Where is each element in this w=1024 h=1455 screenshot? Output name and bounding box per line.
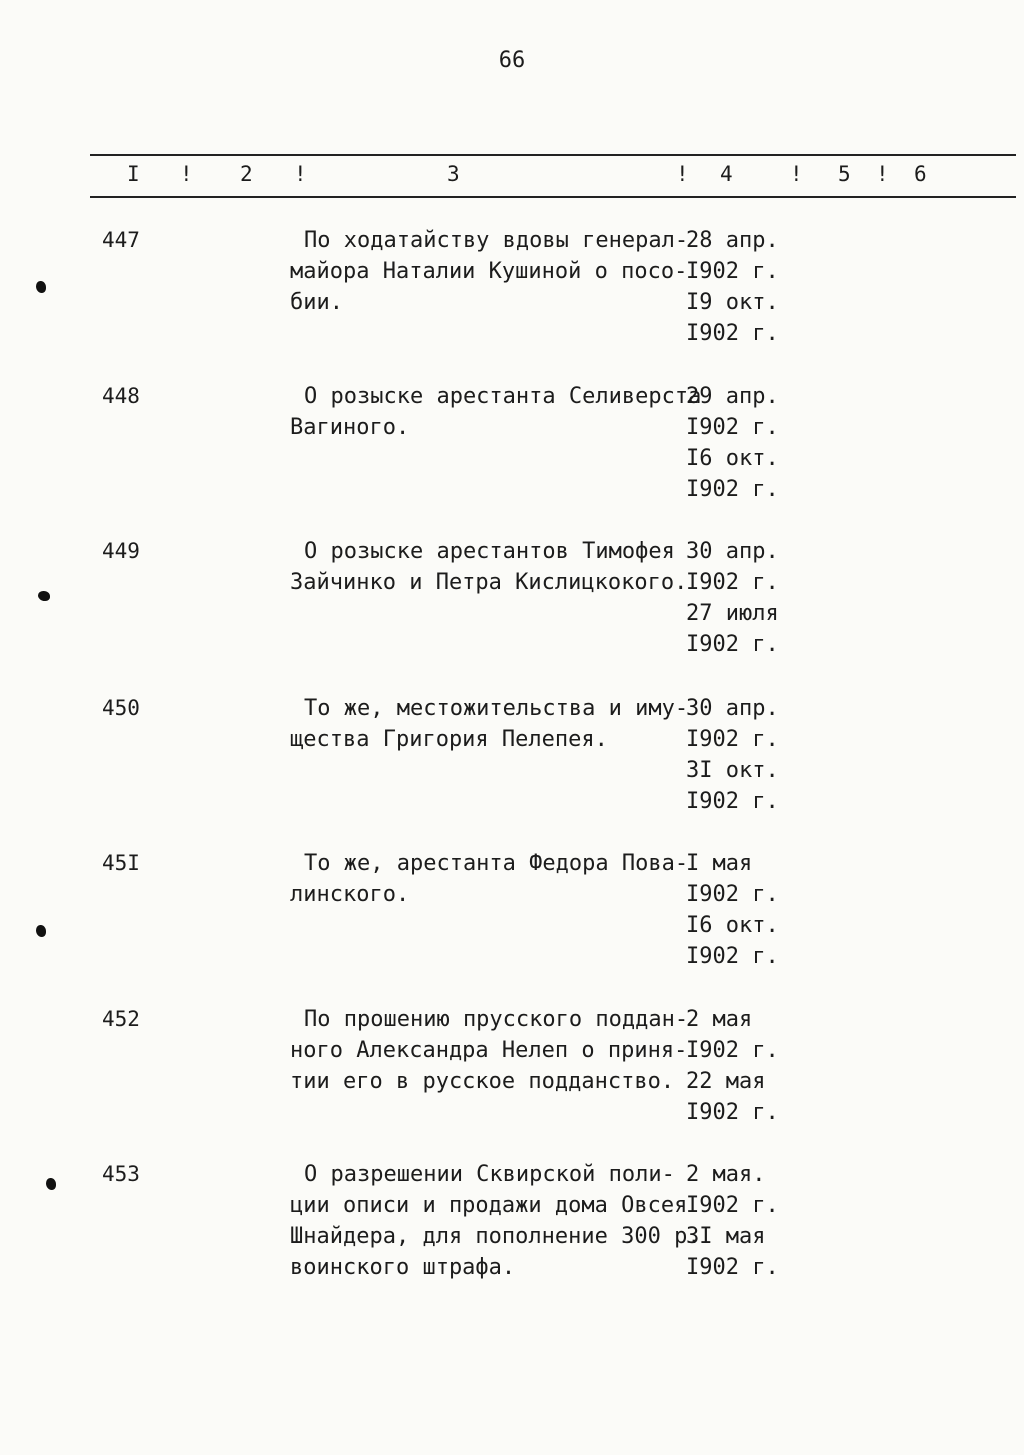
description-line: По прошению прусского поддан- <box>304 1007 689 1032</box>
entry-dates <box>686 381 816 505</box>
description-line: О розыске арестанта Селиверста <box>304 384 702 409</box>
header-rule-bottom <box>90 196 1016 198</box>
table-row <box>0 381 1024 509</box>
entry-description <box>290 1004 689 1097</box>
start-date: 2 мая. <box>686 1162 766 1187</box>
description-line: тии его в русское подданство. <box>290 1069 675 1094</box>
start-year: I902 г. <box>686 1193 779 1218</box>
end-year: I902 г. <box>686 1100 779 1125</box>
entry-description <box>290 536 686 598</box>
start-date: 30 апр. <box>686 696 779 721</box>
end-year: I902 г. <box>686 477 779 502</box>
start-year: I902 г. <box>686 882 779 907</box>
start-date: 30 апр. <box>686 539 779 564</box>
end-year: I902 г. <box>686 944 779 969</box>
start-year: I902 г. <box>686 259 779 284</box>
entry-number: 45I <box>102 851 140 875</box>
entry-number: 447 <box>102 228 140 252</box>
col-separator: ! <box>294 162 307 186</box>
description-line: Вагиного. <box>290 415 410 440</box>
description-line: ции описи и продажи дома Овсея <box>290 1193 688 1218</box>
entry-description <box>290 225 689 318</box>
col-header-3: 3 <box>447 162 460 186</box>
col-separator: ! <box>180 162 193 186</box>
page-number: 66 <box>498 48 526 73</box>
entry-dates <box>686 693 816 817</box>
description-line: О разрешении Сквирской поли- <box>304 1162 675 1187</box>
end-date: 22 мая <box>686 1069 766 1094</box>
description-line: линского. <box>290 882 410 907</box>
start-year: I902 г. <box>686 727 779 752</box>
description-line: По ходатайству вдовы генерал- <box>304 228 689 253</box>
table-row <box>0 1159 1024 1287</box>
description-line: То же, арестанта Федора Пова- <box>304 851 689 876</box>
binding-hole-mark <box>46 1178 56 1190</box>
description-line: То же, местожительства и иму- <box>304 696 689 721</box>
entry-description <box>290 848 689 910</box>
entry-dates <box>686 848 816 972</box>
col-header-2: 2 <box>240 162 253 186</box>
header-rule-top <box>90 154 1016 156</box>
entry-number: 450 <box>102 696 140 720</box>
entry-description <box>290 1159 701 1283</box>
entry-number: 449 <box>102 539 140 563</box>
table-row <box>0 848 1024 976</box>
description-line: ного Александра Нелеп о приня- <box>290 1038 688 1063</box>
table-row <box>0 225 1024 353</box>
entry-number: 448 <box>102 384 140 408</box>
description-line: Шнайдера, для пополнение 300 р. <box>290 1224 701 1249</box>
col-header-4: 4 <box>720 162 733 186</box>
description-line: щества Григория Пелепея. <box>290 727 608 752</box>
col-header-5: 5 <box>838 162 851 186</box>
table-row <box>0 693 1024 821</box>
end-date: 27 июля <box>686 601 779 626</box>
col-separator: ! <box>876 162 889 186</box>
description-line: майора Наталии Кушиной о посо- <box>290 259 688 284</box>
end-year: I902 г. <box>686 632 779 657</box>
start-year: I902 г. <box>686 570 779 595</box>
entry-dates <box>686 225 816 349</box>
description-line: Зайчинко и Петра Кислицкокого. <box>290 570 688 595</box>
entry-number: 452 <box>102 1007 140 1031</box>
entry-number: 453 <box>102 1162 140 1186</box>
table-row <box>0 536 1024 664</box>
start-date: 29 апр. <box>686 384 779 409</box>
entry-description <box>290 381 702 443</box>
end-date: I6 окт. <box>686 446 779 471</box>
end-date: I6 окт. <box>686 913 779 938</box>
binding-hole-mark <box>36 925 46 937</box>
end-date: I9 окт. <box>686 290 779 315</box>
start-date: I мая <box>686 851 753 876</box>
end-year: I902 г. <box>686 321 779 346</box>
end-date: 3I мая <box>686 1224 766 1249</box>
start-year: I902 г. <box>686 415 779 440</box>
binding-hole-mark <box>38 591 50 601</box>
table-row <box>0 1004 1024 1132</box>
description-line: воинского штрафа. <box>290 1255 516 1280</box>
entry-dates <box>686 536 816 660</box>
binding-hole-mark <box>36 281 46 293</box>
description-line: бии. <box>290 290 343 315</box>
end-year: I902 г. <box>686 789 779 814</box>
col-separator: ! <box>676 162 689 186</box>
description-line: О розыске арестантов Тимофея <box>304 539 675 564</box>
start-date: 2 мая <box>686 1007 753 1032</box>
start-year: I902 г. <box>686 1038 779 1063</box>
start-date: 28 апр. <box>686 228 779 253</box>
entry-dates <box>686 1159 816 1283</box>
col-separator: ! <box>790 162 803 186</box>
col-header-6: 6 <box>914 162 927 186</box>
entry-description <box>290 693 689 755</box>
col-header-1: I <box>127 162 140 186</box>
entry-dates <box>686 1004 816 1128</box>
end-year: I902 г. <box>686 1255 779 1280</box>
end-date: 3I окт. <box>686 758 779 783</box>
